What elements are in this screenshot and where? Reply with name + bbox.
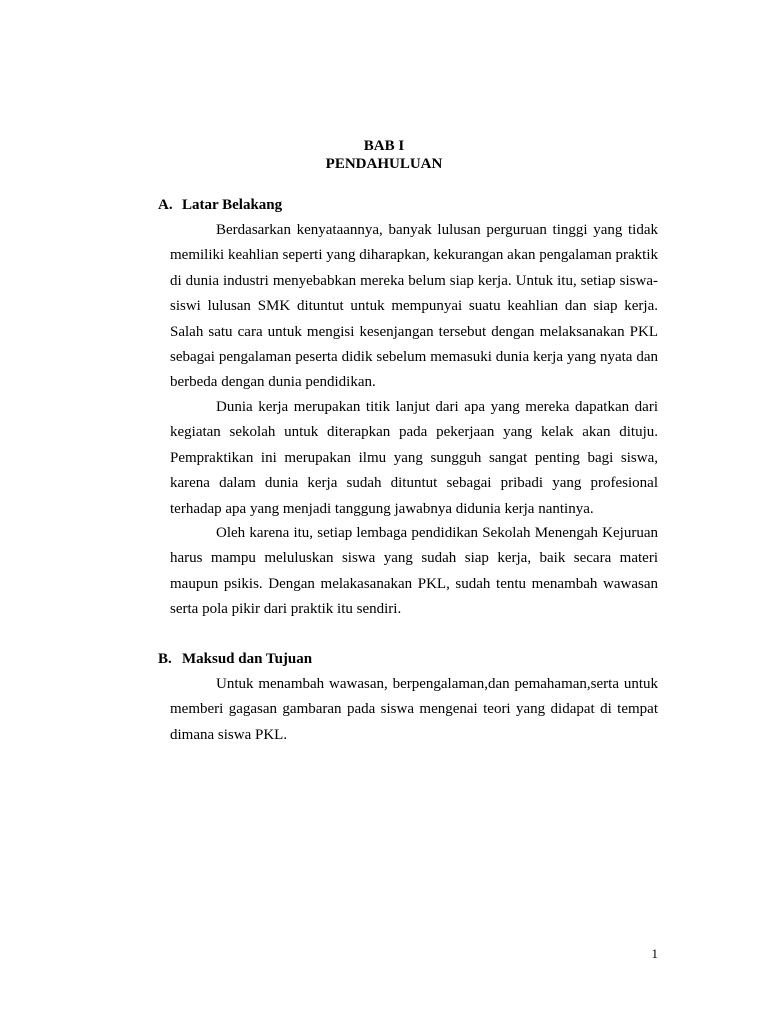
paragraph: Untuk menambah wawasan, berpengalaman,dan pemahaman,serta untuk memberi gagasan gambaran pada siswa mengenai teori yang didapat di tempat dimana siswa PKL. <box>170 676 658 743</box>
section-heading-a <box>158 196 282 214</box>
paragraph: Berdasarkan kenyataannya, banyak lulusan perguruan tinggi yang tidak memiliki keahlian seperti yang diharapkan, kekurangan akan pengalaman praktik di dunia industri menyebabkan mereka belum siap kerja. Untuk itu, setiap siswa-siswi lulusan SMK dituntut untuk mempunyai suatu keahlian dan siap kerja. Salah satu cara untuk mengisi kesenjangan tersebut dengan melaksanakan PKL sebagai pengalaman peserta didik sebelum memasuki dunia kerja yang nyata dan berbeda dengan dunia pendidikan. <box>170 222 658 391</box>
section-heading-b <box>158 650 312 668</box>
paragraph: Oleh karena itu, setiap lembaga pendidikan Sekolah Menengah Kejuruan harus mampu meluluskan siswa yang sudah siap kerja, baik secara materi maupun psikis. Dengan melakasanakan PKL, sudah tentu menambah wawasan serta pola pikir dari praktik itu sendiri. <box>170 525 658 618</box>
page-number: 1 <box>651 946 658 961</box>
section-letter: B. <box>158 651 172 667</box>
paragraph: Dunia kerja merupakan titik lanjut dari apa yang mereka dapatkan dari kegiatan sekolah untuk diterapkan pada pekerjaan yang kelak akan dituju. Pempraktikan ini merupakan ilmu yang sungguh sangat penting bagi siswa, karena dalam dunia kerja sudah dituntut sebagai pribadi yang profesional terhadap apa yang menjadi tanggung jawabnya didunia kerja nantinya. <box>170 399 658 517</box>
chapter-label: BAB I <box>363 138 405 154</box>
section-title: Latar Belakang <box>182 197 283 213</box>
section-title: Maksud dan Tujuan <box>182 651 313 667</box>
section-letter: A. <box>158 197 173 213</box>
chapter-title: PENDAHULUAN <box>325 156 443 172</box>
